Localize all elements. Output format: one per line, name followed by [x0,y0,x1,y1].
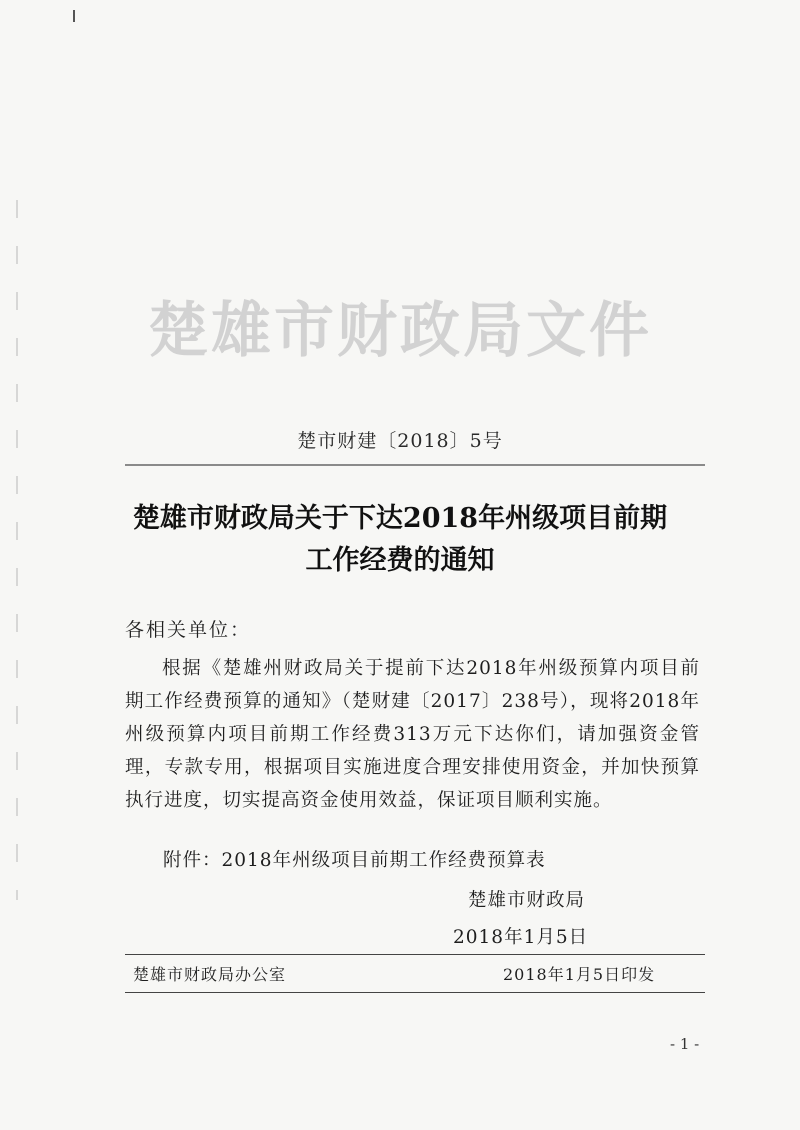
signature-date: 2018年1月5日 [453,927,589,948]
signature-organization: 楚雄市财政局 [468,890,586,911]
document-title-line-1: 楚雄市财政局关于下达2018年州级项目前期 [132,503,668,534]
footer-divider-bottom [125,992,705,993]
document-number: 楚市财建〔2018〕5号 [297,430,503,452]
footer-office: 楚雄市财政局办公室 [133,965,287,984]
header-divider [125,464,705,466]
scan-mark [73,10,75,22]
footer-divider-top [125,954,705,955]
issuer-banner: 楚雄市财政局文件 [148,296,652,366]
page-number: - 1 - [670,1035,700,1053]
attachment-note: 附件：2018年州级项目前期工作经费预算表 [163,850,546,871]
salutation: 各相关单位： [125,619,252,641]
body-paragraph: 根据《楚雄州财政局关于提前下达2018年州级预算内项目前期工作经费预算的通知》（楚财建〔2017〕238号），现将2018年州级预算内项目前期工作经费313万元下达你们，请加强资金管理，专款专用，根据项目实施进度合理安排使用资金，并加快预算执行进度，切实提高资金使用效益，保证项目顺利实施。 [125,658,700,811]
document-title-line-2: 工作经费的通知 [305,545,495,576]
footer-print-date: 2018年1月5日印发 [503,965,656,984]
